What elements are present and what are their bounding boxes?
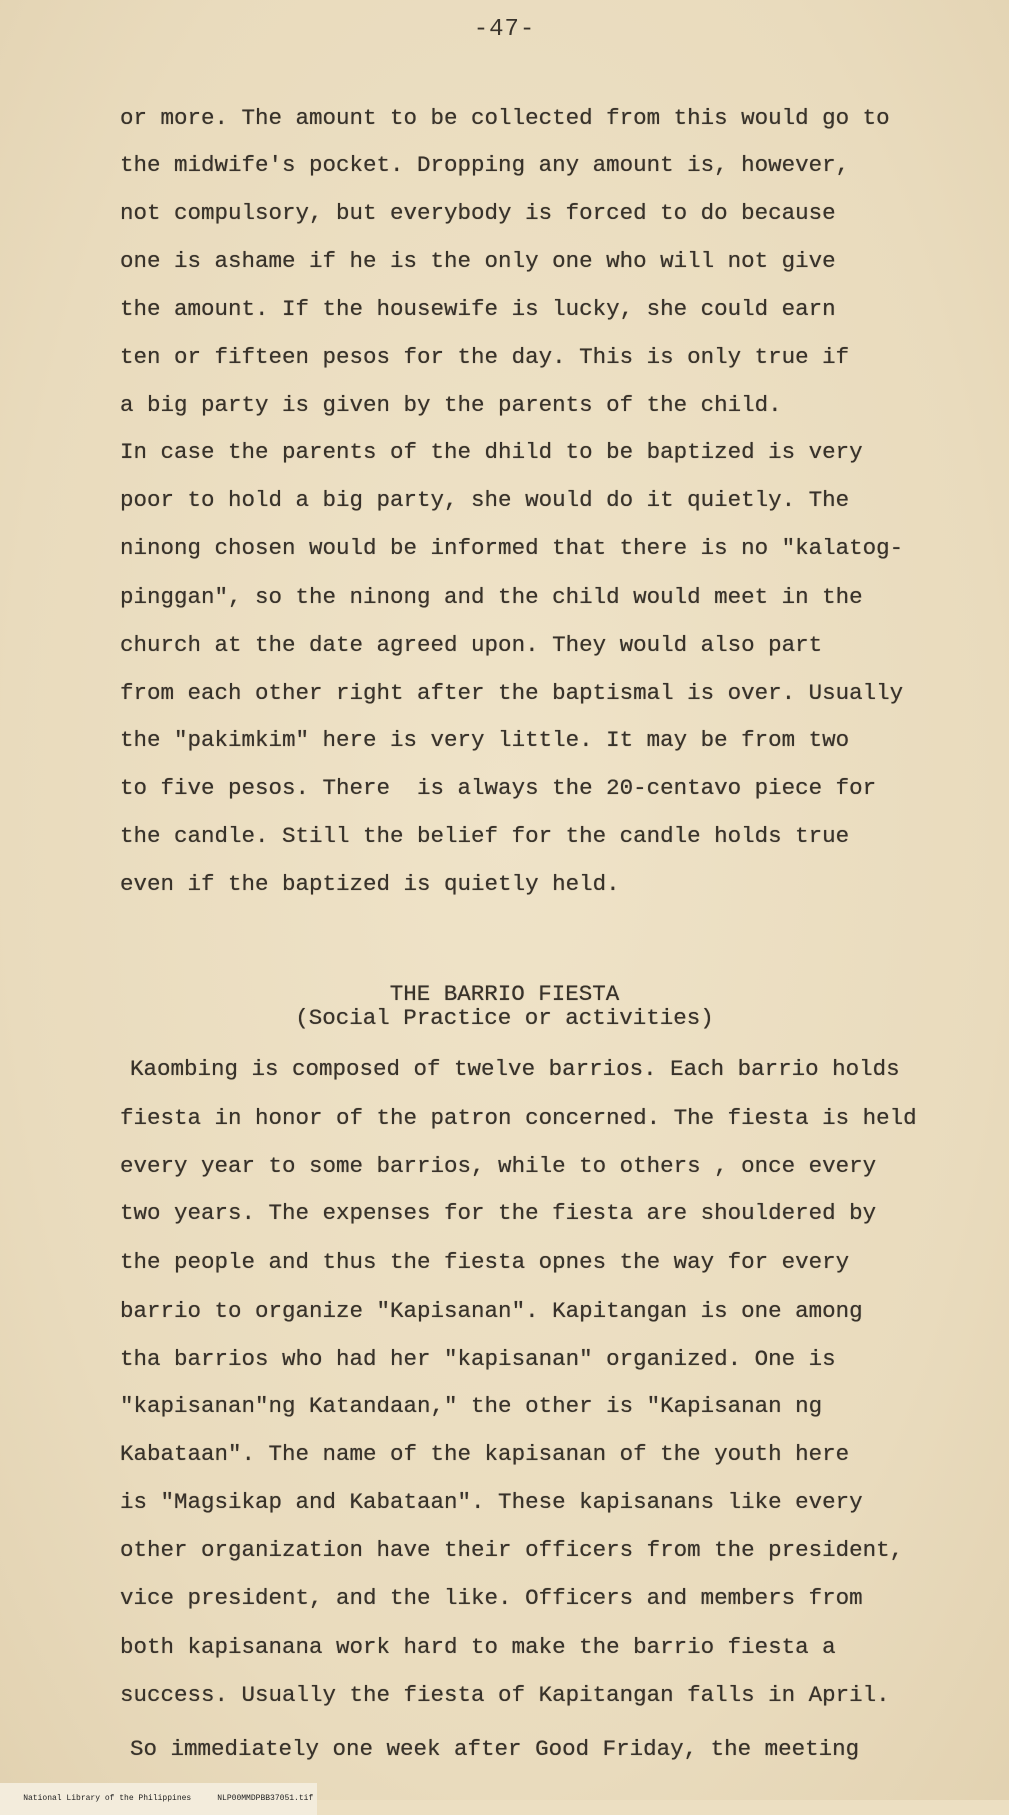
text-line: every year to some barrios, while to others , once every: [120, 1153, 877, 1179]
text-line: poor to hold a big party, she would do it quietly. The: [120, 487, 850, 513]
text-line: In case the parents of the dhild to be baptized is very: [120, 439, 863, 465]
text-line: the "pakimkim" here is very little. It may be from two: [120, 727, 850, 753]
text-line: both kapisanana work hard to make the barrio fiesta a: [120, 1634, 836, 1660]
text-line: even if the baptized is quietly held.: [120, 871, 620, 897]
text-line: church at the date agreed upon. They would also part: [120, 632, 823, 658]
text-line: a big party is given by the parents of the child.: [120, 392, 782, 418]
text-line: tha barrios who had her "kapisanan" organized. One is: [120, 1346, 836, 1372]
text-line: the people and thus the fiesta opnes the way for every: [120, 1249, 850, 1275]
text-line: ninong chosen would be informed that there is no "kalatog-: [120, 535, 904, 561]
scan-footer: [0, 1783, 317, 1815]
text-line: other organization have their officers from the president,: [120, 1537, 904, 1563]
text-line: So immediately one week after Good Friday, the meeting: [130, 1736, 860, 1762]
text-line: Kabataan". The name of the kapisanan of the youth here: [120, 1441, 850, 1467]
footer-institution: National Library of the Philippines: [23, 1794, 192, 1803]
text-line: success. Usually the fiesta of Kapitangan falls in April.: [120, 1682, 890, 1708]
text-line: not compulsory, but everybody is forced to do because: [120, 200, 836, 226]
text-line: the candle. Still the belief for the candle holds true: [120, 823, 850, 849]
text-line: fiesta in honor of the patron concerned. The fiesta is held: [120, 1105, 917, 1131]
text-line: two years. The expenses for the fiesta are shouldered by: [120, 1200, 877, 1226]
text-line: or more. The amount to be collected from this would go to: [120, 105, 890, 131]
text-line: vice president, and the like. Officers and members from: [120, 1585, 863, 1611]
text-line: from each other right after the baptismal is over. Usually: [120, 680, 904, 706]
text-line: to five pesos. There is always the 20-centavo piece for: [120, 775, 877, 801]
text-line: Kaombing is composed of twelve barrios. Each barrio holds: [130, 1056, 900, 1082]
text-line: one is ashame if he is the only one who will not give: [120, 248, 836, 274]
text-line: barrio to organize "Kapisanan". Kapitangan is one among: [120, 1298, 863, 1324]
text-line: "kapisanan"ng Katandaan," the other is "Kapisanan ng: [120, 1393, 823, 1419]
text-line: the amount. If the housewife is lucky, she could earn: [120, 296, 836, 322]
text-line: is "Magsikap and Kabataan". These kapisanans like every: [120, 1489, 863, 1515]
footer-filename: NLP00MMDPBB37051.tif: [217, 1794, 314, 1803]
text-line: the midwife's pocket. Dropping any amount is, however,: [120, 152, 850, 178]
text-line: pinggan", so the ninong and the child would meet in the: [120, 584, 863, 610]
text-line: ten or fifteen pesos for the day. This is only true if: [120, 344, 850, 370]
section-subtitle: (Social Practice or activities): [295, 1005, 714, 1031]
page-number: -47-: [473, 16, 536, 43]
section-title: THE BARRIO FIESTA: [389, 981, 620, 1007]
